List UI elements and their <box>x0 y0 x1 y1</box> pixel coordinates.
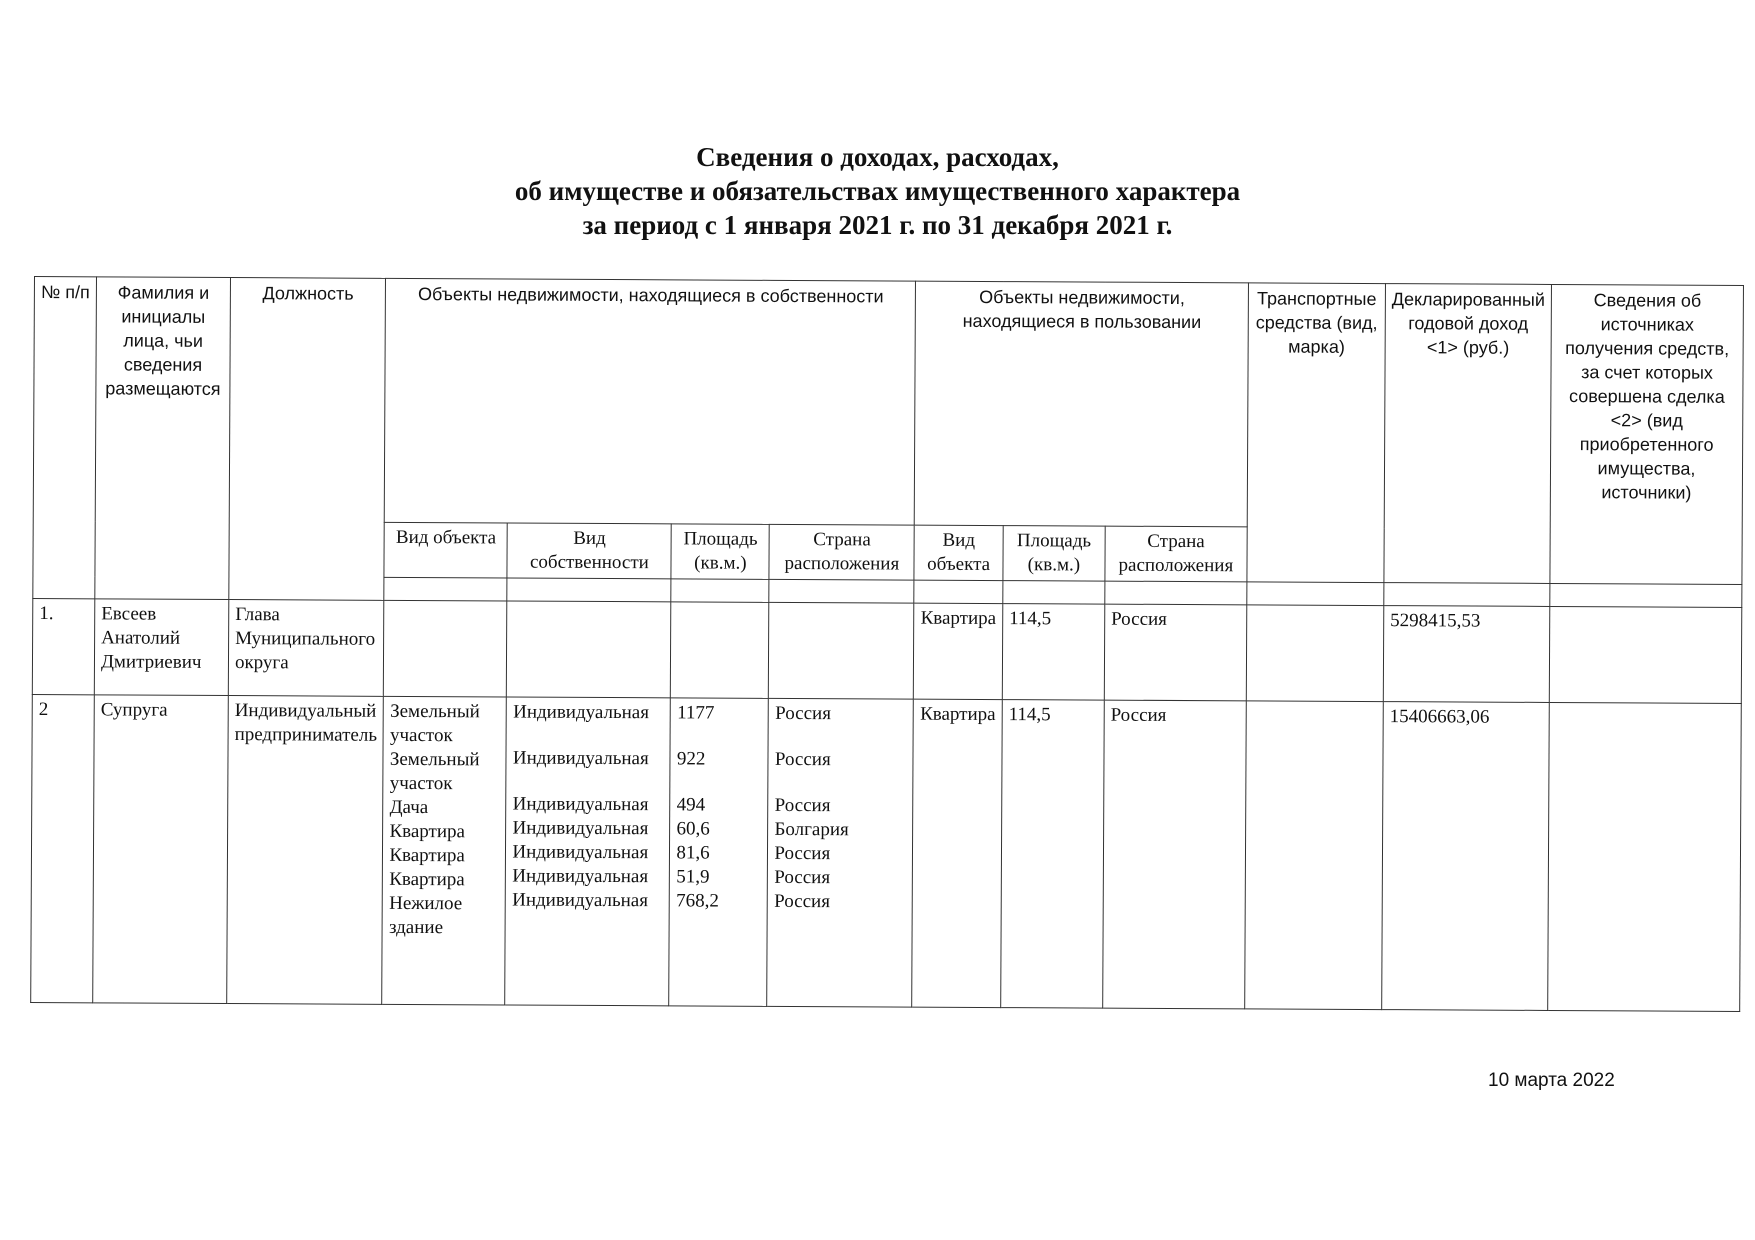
row-used-type: Квартира <box>912 699 1002 1007</box>
owned-item-country: Россия <box>774 794 831 817</box>
row-income: 5298415,53 <box>1383 606 1550 703</box>
row-used-area: 114,5 <box>1002 604 1105 701</box>
document-title <box>0 140 1755 242</box>
row-name: Евсеев Анатолий Дмитриевич <box>94 599 229 696</box>
row-used-country: Россия <box>1103 700 1247 1009</box>
row-sources <box>1549 606 1742 703</box>
owned-item-ownership: Индивидуальная <box>512 793 649 816</box>
header-used-type: Вид объекта <box>914 525 1003 580</box>
header-owned-area: Площадь (кв.м.) <box>671 524 769 580</box>
title-line-1: Сведения о доходах, расходах, <box>696 142 1059 172</box>
owned-item-country: Россия <box>774 890 831 913</box>
header-owned-group: Объекты недвижимости, находящиеся в собственности <box>385 278 916 525</box>
header-used-area: Площадь (кв.м.) <box>1003 526 1105 582</box>
owned-item-area: 768,2 <box>676 890 719 912</box>
row-owned-area <box>671 602 770 699</box>
owned-item-type: Земельный участок <box>389 748 480 795</box>
row-owned-ownerships <box>505 697 671 1006</box>
table-row <box>31 694 1742 1011</box>
owned-item-type: Квартира <box>389 844 465 867</box>
row-num: 1. <box>32 598 95 694</box>
owned-item-ownership: Индивидуальная <box>512 889 649 912</box>
owned-item-country: Болгария <box>774 818 849 841</box>
owned-item-type: Нежилое здание <box>388 892 463 939</box>
owned-item-ownership: Индивидуальная <box>512 841 649 864</box>
row-position: Индивидуальный предприниматель <box>227 696 384 1005</box>
row-used-type: Квартира <box>914 603 1003 699</box>
owned-item-area: 81,6 <box>676 842 710 864</box>
title-line-3: за период с 1 января 2021 г. по 31 декабря 2021 г. <box>582 210 1173 240</box>
row-owned-types <box>382 696 507 1005</box>
row-name: Супруга <box>93 695 229 1004</box>
header-used-group: Объекты недвижимости, находящиеся в пользовании <box>915 281 1249 527</box>
row-sources <box>1548 702 1742 1011</box>
document-date: 10 марта 2022 <box>1488 1070 1615 1091</box>
header-income: Декларированный годовой доход <1> (руб.) <box>1384 284 1552 584</box>
owned-item-type: Квартира <box>389 820 466 843</box>
owned-item-type: Дача <box>389 796 429 819</box>
owned-item-ownership: Индивидуальная <box>512 747 649 770</box>
owned-item-area: 494 <box>676 794 706 816</box>
owned-item-country: Россия <box>775 702 832 725</box>
owned-item-country: Россия <box>774 748 831 771</box>
row-owned-type <box>384 600 508 697</box>
title-line-2: об имуществе и обязательствах имущественного характера <box>514 176 1241 206</box>
header-transport: Транспортные средства (вид, марка) <box>1247 283 1386 583</box>
owned-item-country: Россия <box>774 842 831 865</box>
row-owned-ownership <box>507 601 672 698</box>
owned-item-ownership: Индивидуальная <box>512 865 649 888</box>
row-position: Глава Муниципального округа <box>228 600 384 697</box>
row-owned-countries <box>767 698 914 1007</box>
header-position: Должность <box>229 278 386 601</box>
declaration-table <box>30 276 1744 1012</box>
row-used-country: Россия <box>1104 604 1247 701</box>
owned-item-type: Квартира <box>389 868 465 891</box>
row-owned-country <box>769 602 915 699</box>
header-used-country: Страна расположения <box>1105 526 1247 582</box>
owned-item-ownership: Индивидуальная <box>513 701 650 724</box>
header-owned-country: Страна расположения <box>769 524 914 580</box>
table-row <box>32 598 1741 703</box>
row-transport <box>1245 701 1384 1010</box>
owned-item-ownership: Индивидуальная <box>512 817 649 840</box>
row-used-area: 114,5 <box>1001 700 1105 1009</box>
header-owned-ownership: Вид собственности <box>507 523 671 579</box>
row-income: 15406663,06 <box>1382 702 1550 1011</box>
owned-item-area: 51,9 <box>676 866 710 888</box>
row-owned-areas <box>669 698 769 1007</box>
header-owned-type: Вид объекта <box>384 522 507 578</box>
owned-item-area: 1177 <box>677 702 715 724</box>
header-num: № п/п <box>33 277 97 599</box>
owned-item-type: Земельный участок <box>389 700 480 747</box>
row-transport <box>1246 605 1384 702</box>
owned-item-area: 60,6 <box>676 818 710 840</box>
owned-item-area: 922 <box>676 748 706 770</box>
header-sources: Сведения об источниках получения средств, за счет которых совершена сделка <2> (вид приобретенного имущества, источники) <box>1550 284 1744 584</box>
header-name: Фамилия и инициалы лица, чьи сведения размещаются <box>95 277 231 600</box>
owned-item-country: Россия <box>774 866 831 889</box>
row-num: 2 <box>31 694 95 1002</box>
